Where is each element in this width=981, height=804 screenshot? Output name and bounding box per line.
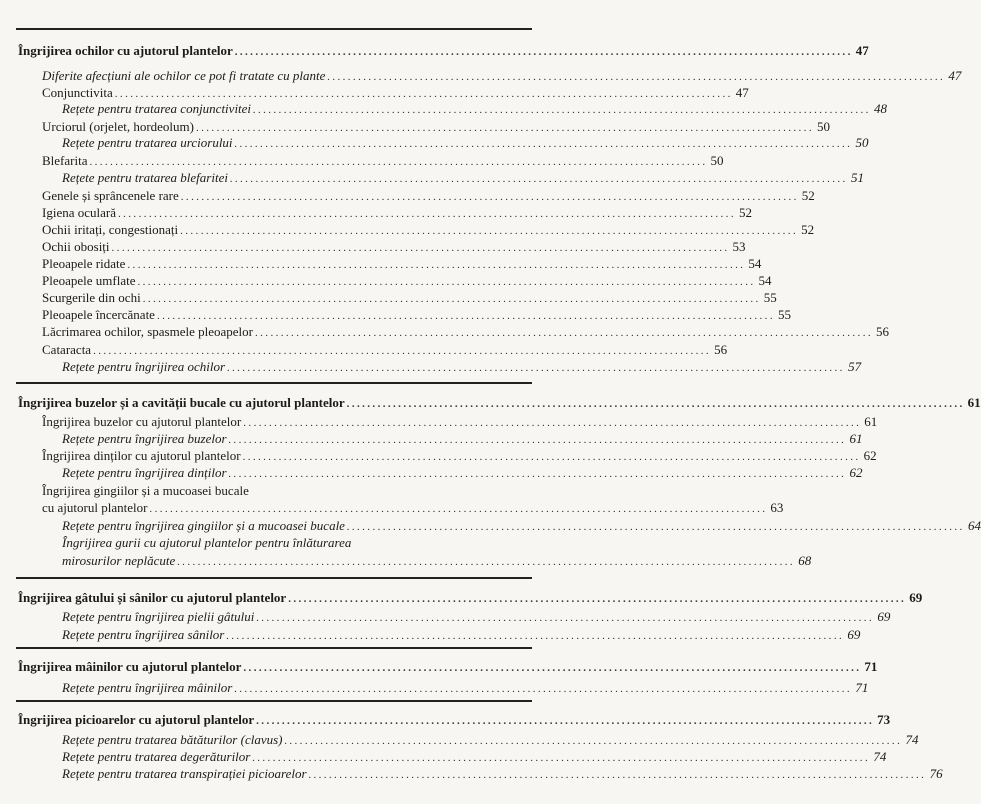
toc-entry-title: Rețete pentru tratarea degerăturilor bbox=[62, 749, 251, 764]
toc-page-number: 54 bbox=[758, 273, 772, 288]
toc-entry bbox=[42, 85, 749, 101]
toc-entry-title: Rețete pentru îngrijirea pielii gâtului bbox=[62, 609, 255, 624]
toc-entry bbox=[42, 342, 728, 358]
dot-leader: ........................................................................................................................ bbox=[243, 417, 862, 429]
dot-leader: ........................................................................................................................ bbox=[253, 104, 872, 116]
toc-page-number: 68 bbox=[798, 553, 812, 568]
toc-page-number: 50 bbox=[855, 135, 869, 150]
toc-page-number: 69 bbox=[847, 627, 861, 642]
dot-leader: ........................................................................................................................ bbox=[284, 735, 903, 747]
toc-page-number: 61 bbox=[864, 414, 878, 429]
dot-leader: ........................................................................................................................ bbox=[180, 225, 799, 237]
toc-entry-title: Genele și sprâncenele rare bbox=[42, 188, 179, 203]
top-rule bbox=[16, 28, 532, 30]
toc-section-heading bbox=[18, 590, 923, 606]
toc-entry-title: Rețete pentru tratarea transpirației picioarelor bbox=[62, 766, 307, 781]
dot-leader: ........................................................................................................................ bbox=[228, 434, 847, 446]
dot-leader: ........................................................................................................................ bbox=[234, 138, 853, 150]
toc-entry-title: Rețete pentru tratarea conjunctivitei bbox=[62, 101, 252, 116]
toc-entry-title: mirosurilor neplăcute bbox=[62, 553, 176, 568]
dot-leader: ........................................................................................................................ bbox=[137, 276, 756, 288]
toc-entry-title: Îngrijirea gingiilor și a mucoasei bucale bbox=[42, 483, 249, 498]
toc-entry bbox=[62, 732, 919, 748]
toc-entry-title: Pleoapele încercănate bbox=[42, 307, 155, 322]
toc-page-number: 51 bbox=[850, 170, 864, 185]
toc-entry-title: Rețete pentru îngrijirea buzelor bbox=[62, 431, 227, 446]
dot-leader: ........................................................................................................................ bbox=[308, 769, 927, 781]
toc-page-number: 69 bbox=[909, 590, 923, 605]
toc-page-number: 55 bbox=[763, 290, 777, 305]
toc-page-number: 50 bbox=[710, 153, 724, 168]
toc-page-number: 61 bbox=[849, 431, 863, 446]
toc-entry-title: Rețete pentru îngrijirea mâinilor bbox=[62, 680, 233, 695]
toc-entry bbox=[62, 680, 869, 696]
dot-leader: ........................................................................................................................ bbox=[346, 521, 965, 533]
toc-entry bbox=[42, 68, 962, 84]
toc-entry-title: Îngrijirea buzelor și a cavității bucale cu ajutorul plantelor bbox=[18, 395, 345, 410]
toc-entry bbox=[42, 307, 791, 323]
dot-leader: ........................................................................................................................ bbox=[243, 662, 862, 674]
dot-leader: ........................................................................................................................ bbox=[114, 88, 733, 100]
toc-entry-title: Pleoapele umflate bbox=[42, 273, 136, 288]
toc-entry bbox=[42, 324, 889, 340]
dot-leader: ........................................................................................................................ bbox=[117, 208, 736, 220]
dot-leader: ........................................................................................................................ bbox=[93, 345, 712, 357]
toc-page-number: 55 bbox=[777, 307, 791, 322]
dot-leader: ........................................................................................................................ bbox=[242, 451, 861, 463]
toc-entry bbox=[42, 448, 877, 464]
section-divider bbox=[16, 700, 532, 702]
toc-entry-title: Rețete pentru tratarea urciorului bbox=[62, 135, 233, 150]
toc-entry-title: cu ajutorul plantelor bbox=[42, 500, 148, 515]
toc-page-number: 73 bbox=[877, 712, 891, 727]
toc-entry bbox=[62, 135, 869, 151]
toc-page-number: 48 bbox=[874, 101, 888, 116]
dot-leader: ........................................................................................................................ bbox=[226, 630, 845, 642]
toc-section-heading bbox=[18, 659, 878, 675]
toc-entry bbox=[62, 609, 891, 625]
toc-page-number: 71 bbox=[864, 659, 878, 674]
toc-entry-title: Rețete pentru îngrijirea dinților bbox=[62, 465, 227, 480]
toc-entry bbox=[62, 535, 521, 551]
dot-leader: ........................................................................................................................ bbox=[234, 683, 853, 695]
toc-entry bbox=[62, 431, 863, 447]
dot-leader: ........................................................................................................................ bbox=[346, 398, 965, 410]
section-divider bbox=[16, 382, 532, 384]
dot-leader: ........................................................................................................................ bbox=[195, 122, 814, 134]
toc-entry bbox=[42, 239, 746, 255]
toc-entry bbox=[62, 101, 888, 117]
toc-page-number: 71 bbox=[855, 680, 869, 695]
dot-leader: ........................................................................................................................ bbox=[111, 242, 730, 254]
toc-entry-title: Diferite afecțiuni ale ochilor ce pot fi tratate cu plante bbox=[42, 68, 326, 83]
toc-page-number: 74 bbox=[905, 732, 919, 747]
dot-leader: ........................................................................................................................ bbox=[255, 327, 873, 339]
toc-entry-title: Rețete pentru tratarea bătăturilor (clavus) bbox=[62, 732, 283, 747]
toc-entry bbox=[42, 483, 521, 499]
toc-entry-title: Igiena oculară bbox=[42, 205, 116, 220]
toc-entry bbox=[62, 749, 887, 765]
toc-entry bbox=[42, 414, 878, 430]
toc-page-number: 52 bbox=[738, 205, 752, 220]
toc-entry-title: Îngrijirea ochilor cu ajutorul plantelor bbox=[18, 43, 233, 58]
toc-entry-title: Îngrijirea mâinilor cu ajutorul plantelor bbox=[18, 659, 242, 674]
toc-entry-title: Lăcrimarea ochilor, spasmele pleoapelor bbox=[42, 324, 253, 339]
toc-entry bbox=[42, 256, 762, 272]
toc-entry bbox=[62, 359, 862, 375]
toc-page-number: 69 bbox=[877, 609, 891, 624]
dot-leader: ........................................................................................................................ bbox=[149, 503, 768, 515]
toc-entry bbox=[42, 153, 724, 169]
dot-leader: ........................................................................................................................ bbox=[142, 293, 761, 305]
toc-entry-title: Cataracta bbox=[42, 342, 92, 357]
dot-leader: ........................................................................................................................ bbox=[180, 191, 799, 203]
dot-leader: ........................................................................................................................ bbox=[156, 310, 775, 322]
toc-page-number: 50 bbox=[816, 119, 830, 134]
toc-entry bbox=[62, 518, 981, 534]
toc-section-heading bbox=[18, 43, 869, 59]
toc-entry bbox=[42, 205, 752, 221]
dot-leader: ........................................................................................................................ bbox=[288, 593, 907, 605]
toc-page-number: 54 bbox=[748, 256, 762, 271]
toc-page-number: 52 bbox=[801, 222, 815, 237]
toc-page-number: 47 bbox=[735, 85, 749, 100]
toc-entry bbox=[62, 465, 863, 481]
toc-page-number: 61 bbox=[967, 395, 981, 410]
dot-leader: ........................................................................................................................ bbox=[89, 156, 708, 168]
toc-page-number: 53 bbox=[732, 239, 746, 254]
toc-entry bbox=[42, 222, 815, 238]
toc-entry bbox=[42, 188, 815, 204]
toc-entry-title: Îngrijirea dinților cu ajutorul plantelor bbox=[42, 448, 241, 463]
dot-leader: ........................................................................................................................ bbox=[228, 468, 847, 480]
toc-entry-title: Pleoapele ridate bbox=[42, 256, 126, 271]
dot-leader: ........................................................................................................................ bbox=[227, 362, 846, 374]
dot-leader: ........................................................................................................................ bbox=[177, 556, 796, 568]
toc-entry-title: Îngrijirea gurii cu ajutorul plantelor pentru înlăturarea bbox=[62, 535, 352, 550]
toc-page-number: 47 bbox=[948, 68, 962, 83]
dot-leader: ........................................................................................................................ bbox=[234, 46, 853, 58]
toc-entry bbox=[42, 119, 830, 135]
toc-entry bbox=[62, 553, 812, 569]
section-divider bbox=[16, 577, 532, 579]
dot-leader: ........................................................................................................................ bbox=[256, 715, 875, 727]
dot-leader: ........................................................................................................................ bbox=[252, 752, 871, 764]
toc-page-number: 56 bbox=[714, 342, 728, 357]
toc-entry-title: Îngrijirea gâtului și sânilor cu ajutorul plantelor bbox=[18, 590, 287, 605]
toc-page-number: 52 bbox=[801, 188, 815, 203]
toc-entry-title: Conjunctivita bbox=[42, 85, 113, 100]
toc-entry bbox=[42, 290, 777, 306]
toc-entry bbox=[42, 273, 772, 289]
toc-entry bbox=[62, 170, 864, 186]
toc-entry bbox=[62, 627, 861, 643]
toc-entry-title: Ochii obosiți bbox=[42, 239, 110, 254]
toc-page-number: 62 bbox=[849, 465, 863, 480]
toc-page-number: 76 bbox=[929, 766, 943, 781]
toc-page-number: 63 bbox=[770, 500, 784, 515]
toc-entry bbox=[42, 500, 784, 516]
toc-entry-title: Rețete pentru tratarea blefaritei bbox=[62, 170, 228, 185]
toc-page-number: 62 bbox=[863, 448, 877, 463]
toc-entry-title: Blefarita bbox=[42, 153, 88, 168]
toc-entry-title: Îngrijirea buzelor cu ajutorul plantelor bbox=[42, 414, 242, 429]
toc-entry-title: Rețete pentru îngrijirea sânilor bbox=[62, 627, 225, 642]
toc-entry bbox=[62, 766, 943, 782]
toc-page-number: 64 bbox=[967, 518, 981, 533]
toc-entry-title: Rețete pentru îngrijirea ochilor bbox=[62, 359, 226, 374]
dot-leader: ........................................................................................................................ bbox=[127, 259, 746, 271]
toc-entry-title: Îngrijirea picioarelor cu ajutorul plantelor bbox=[18, 712, 255, 727]
toc-section-heading bbox=[18, 395, 981, 411]
toc-entry-title: Rețete pentru îngrijirea gingiilor și a mucoasei bucale bbox=[62, 518, 345, 533]
toc-page-number: 56 bbox=[876, 324, 889, 339]
dot-leader: ........................................................................................................................ bbox=[256, 612, 875, 624]
dot-leader: ........................................................................................................................ bbox=[327, 71, 946, 83]
dot-leader: ........................................................................................................................ bbox=[229, 173, 848, 185]
section-divider bbox=[16, 647, 532, 649]
toc-entry-title: Urciorul (orjelet, hordeolum) bbox=[42, 119, 194, 134]
toc-page-number: 47 bbox=[855, 43, 869, 58]
toc-page-number: 74 bbox=[873, 749, 887, 764]
toc-entry-title: Scurgerile din ochi bbox=[42, 290, 141, 305]
toc-section-heading bbox=[18, 712, 891, 728]
toc-page-number: 57 bbox=[848, 359, 862, 374]
toc-entry-title: Ochii iritați, congestionați bbox=[42, 222, 179, 237]
